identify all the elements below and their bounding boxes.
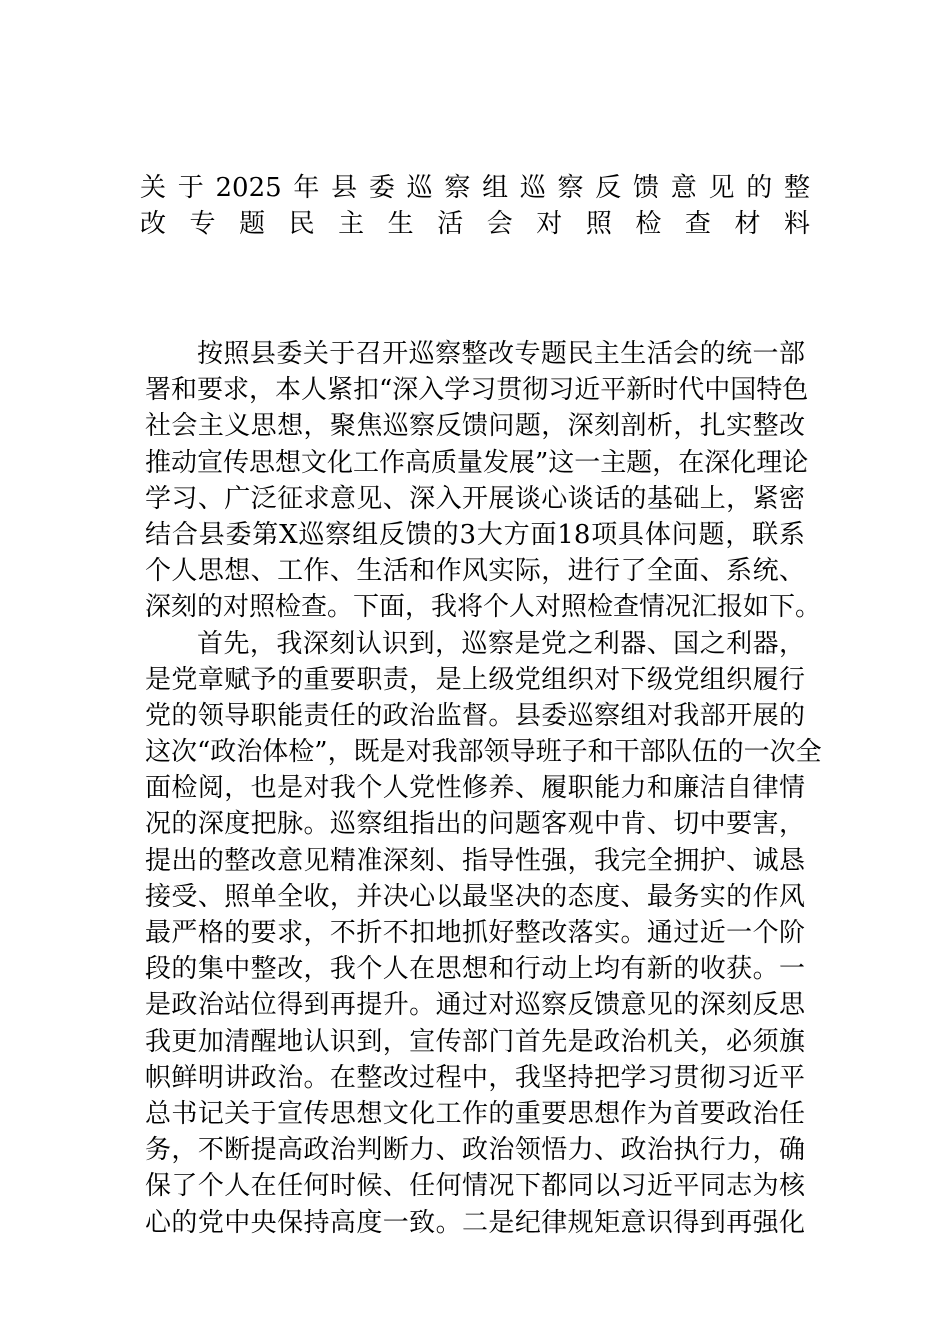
title-line: 关于2025年县委巡察组巡察反馈意见的整 bbox=[140, 173, 810, 203]
text-line: 署和要求，本人紧扣“深入学习贯彻习近平新时代中国特色 bbox=[145, 375, 809, 406]
paragraph-intro bbox=[145, 336, 822, 626]
text-line: 深刻的对照检查。下面，我将个人对照检查情况汇报如下。 bbox=[145, 592, 822, 623]
text-line: 推动宣传思想文化工作高质量发展”这一主题，在深化理论 bbox=[145, 447, 809, 478]
text-line: 总书记关于宣传思想文化工作的重要思想作为首要政治任 bbox=[145, 1098, 805, 1129]
text-line: 学习、广泛征求意见、深入开展谈心谈话的基础上，紧密 bbox=[145, 483, 805, 514]
text-line: 党的领导职能责任的政治监督。县委巡察组对我部开展的 bbox=[145, 700, 805, 731]
text-line: 提出的整改意见精准深刻、指导性强，我完全拥护、诚恳 bbox=[145, 845, 805, 876]
text-line: 保了个人在任何时候、任何情况下都同以习近平同志为核 bbox=[145, 1171, 805, 1202]
text-line: 接受、照单全收，并决心以最坚决的态度、最务实的作风 bbox=[145, 881, 805, 912]
document-body bbox=[145, 336, 822, 1241]
text-line: 这次“政治体检”，既是对我部领导班子和干部队伍的一次全 bbox=[145, 737, 822, 768]
text-line: 首先，我深刻认识到，巡察是党之利器、国之利器， bbox=[197, 628, 805, 659]
title-line: 改专题民主生活会对照检查材料 bbox=[140, 209, 810, 240]
text-line: 个人思想、工作、生活和作风实际，进行了全面、系统、 bbox=[145, 556, 805, 587]
text-line: 帜鲜明讲政治。在整改过程中，我坚持把学习贯彻习近平 bbox=[145, 1062, 805, 1093]
text-line: 按照县委关于召开巡察整改专题民主生活会的统一部 bbox=[197, 339, 805, 369]
text-line: 是党章赋予的重要职责，是上级党组织对下级党组织履行 bbox=[145, 664, 805, 695]
text-line: 心的党中央保持高度一致。二是纪律规矩意识得到再强化 bbox=[145, 1207, 805, 1238]
text-line: 况的深度把脉。巡察组指出的问题客观中肯、切中要害， bbox=[145, 809, 805, 840]
text-line: 我更加清醒地认识到，宣传部门首先是政治机关，必须旗 bbox=[145, 1026, 805, 1057]
text-line: 最严格的要求，不折不扣地抓好整改落实。通过近一个阶 bbox=[145, 918, 805, 948]
paragraph-awareness bbox=[145, 626, 822, 1241]
text-line: 结合县委第X巡察组反馈的3大方面18项具体问题，联系 bbox=[145, 519, 805, 550]
text-line: 面检阅，也是对我个人党性修养、履职能力和廉洁自律情 bbox=[145, 773, 805, 804]
text-line: 段的集中整改，我个人在思想和行动上均有新的收获。一 bbox=[145, 954, 805, 985]
text-line: 社会主义思想，聚焦巡察反馈问题，深刻剖析，扎实整改 bbox=[145, 411, 805, 442]
document-title bbox=[140, 170, 810, 242]
text-line: 务，不断提高政治判断力、政治领悟力、政治执行力，确 bbox=[145, 1135, 805, 1166]
text-line: 是政治站位得到再提升。通过对巡察反馈意见的深刻反思 bbox=[145, 990, 805, 1021]
